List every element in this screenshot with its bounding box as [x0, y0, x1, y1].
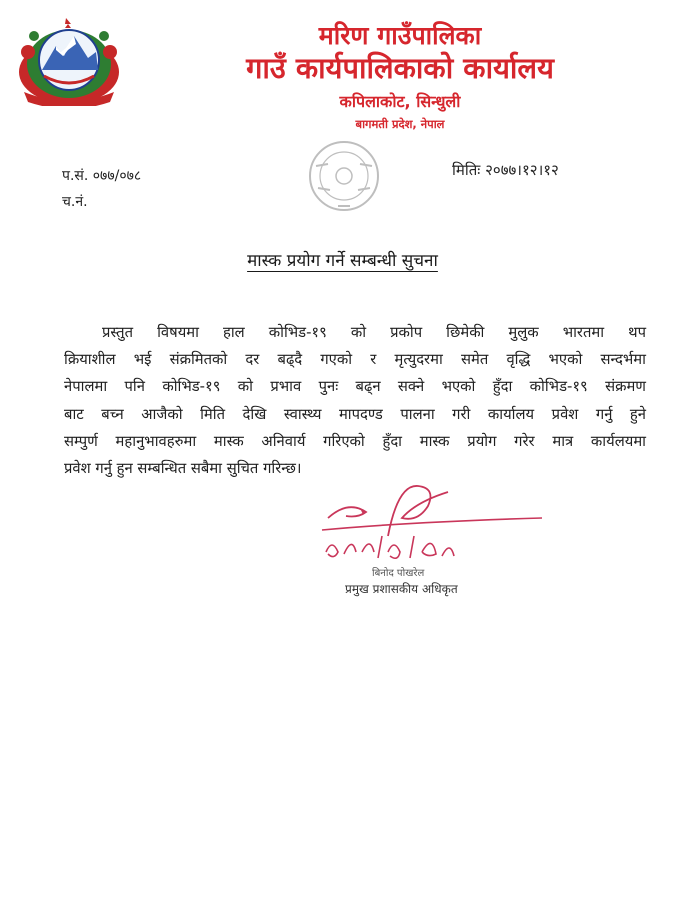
province-country: बागमती प्रदेश, नेपाल	[355, 117, 445, 131]
subject-heading	[0, 248, 685, 271]
body-line: प्रस्तुत विषयमा हाल कोभिड-१९ को प्रकोप छिमेकी मुलुक भारतमा थप	[102, 324, 646, 341]
notice-body	[64, 319, 646, 482]
signer-name: बिनोद पोखरेल	[372, 568, 425, 579]
body-line: क्रियाशील भई संक्रमितको दर बढ्दै गएको र मृत्युदरमा समेत वृद्धि भएको सन्दर्भमा	[64, 351, 646, 369]
body-line: सम्पुर्ण महानुभावहरुमा मास्क अनिवार्य गरिएको हुँदा मास्क प्रयोग गरेर मात्र कार्यलयमा	[64, 432, 646, 450]
handwritten-signature-icon	[318, 478, 548, 574]
office-name: गाउँ कार्यपालिकाको कार्यालय	[246, 51, 554, 85]
document-date: मितिः २०७७।१२।१२	[452, 161, 559, 179]
subject-text: मास्क प्रयोग गर्ने सम्बन्धी सुचना	[247, 251, 438, 271]
body-line: बाट बच्न आजैको मिति देखि स्वास्थ्य मापदण्ड पालना गरी कार्यालय प्रवेश गर्नु हुने	[64, 405, 646, 423]
municipality-name: मरिण गाउँपालिका	[318, 21, 482, 50]
body-line: नेपालमा पनि कोभिड-१९ को प्रभाव पुनः बढ्न सक्ने भएको हुँदा कोभिड-१९ संक्रमण	[64, 378, 646, 396]
dispatch-number: च.नं.	[62, 194, 88, 210]
body-line: प्रवेश गर्नु हुन सम्बन्धित सबैमा सुचित गरिन्छ।	[64, 460, 302, 478]
reference-number: प.सं. ०७७/०७८	[62, 168, 142, 184]
office-address: कपिलाकोट, सिन्धुली	[339, 92, 461, 111]
government-emblem-icon	[16, 14, 122, 106]
signer-title: प्रमुख प्रशासकीय अधिकृत	[345, 582, 458, 596]
office-stamp-icon	[294, 136, 394, 218]
